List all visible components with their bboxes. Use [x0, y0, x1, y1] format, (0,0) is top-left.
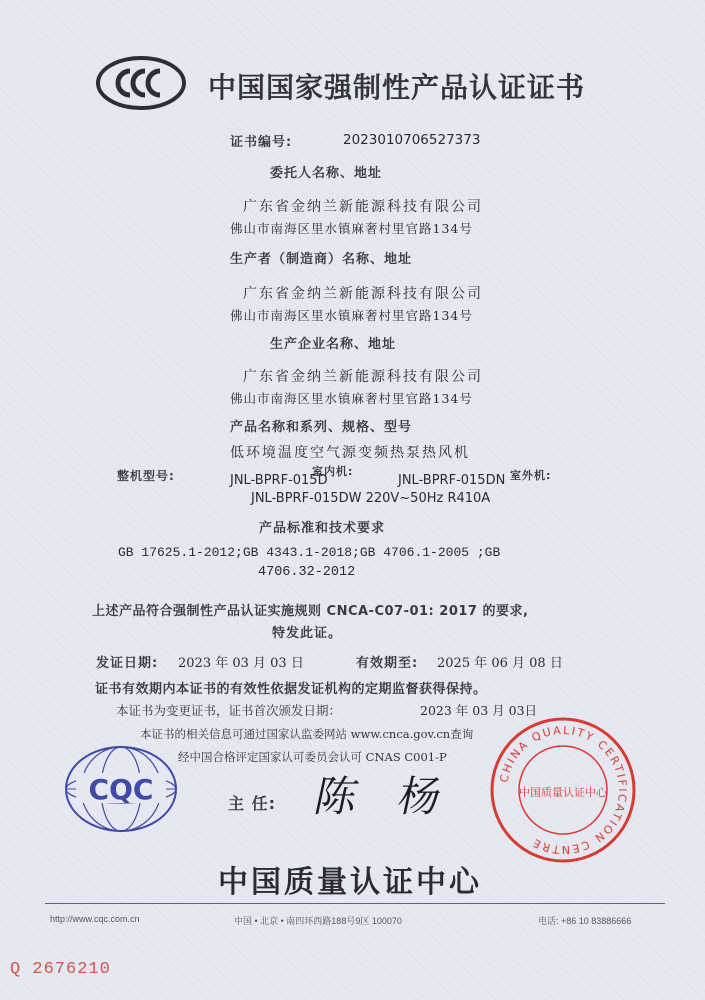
validity-note: 证书有效期内本证书的有效性依据发证机构的定期监督获得保持。: [95, 682, 487, 697]
model-value: JNL-BPRF-015D: [230, 473, 328, 488]
cnas-info: 经中国合格评定国家认可委员会认可 CNAS C001-P: [178, 750, 447, 764]
change-certificate-text: 本证书为变更证书，证书首次颁发日期：: [116, 703, 342, 718]
seal-center-text: 中国质量认证中心: [519, 786, 607, 799]
director-signature: 陈 杨: [310, 772, 461, 821]
indoor-label: 室内机:: [312, 465, 354, 478]
standards-label: 产品标准和技术要求: [259, 521, 386, 536]
client-name: 广东省金纳兰新能源科技有限公司: [243, 199, 483, 215]
issue-date-label: 发证日期:: [96, 656, 159, 671]
outdoor-label: 室外机:: [510, 469, 552, 482]
first-issue-date: 2023 年 03 月 03日: [420, 703, 538, 718]
client-label: 委托人名称、地址: [270, 166, 383, 181]
certificate-number-label: 证书编号:: [230, 135, 293, 150]
manufacturer-address: 佛山市南海区里水镇麻奢村里官路134号: [230, 308, 473, 323]
indoor-value: JNL-BPRF-015DN: [398, 473, 506, 488]
cqc-logo-text: CQC: [88, 773, 154, 806]
standards-line-1: GB 17625.1-2012;GB 4343.1-2018;GB 4706.1-2005 ;GB: [118, 545, 501, 560]
seal-outer-text: CHINA QUALITY CERTIFICATION CENTRE: [497, 723, 630, 857]
valid-date: 2025 年 06 月 08 日: [437, 656, 563, 671]
conformity-line-2: 特发此证。: [272, 626, 343, 641]
factory-name: 广东省金纳兰新能源科技有限公司: [243, 369, 483, 385]
footer-phone: 电话: +86 10 83886666: [538, 916, 632, 926]
cnca-info: 本证书的相关信息可通过国家认监委网站 www.cnca.gov.cn查询: [140, 727, 474, 741]
footer-address: 中国 • 北京 • 南四环西路188号9区 100070: [234, 916, 402, 926]
factory-label: 生产企业名称、地址: [270, 337, 397, 352]
factory-address: 佛山市南海区里水镇麻奢村里官路134号: [230, 391, 473, 406]
valid-date-label: 有效期至:: [356, 656, 419, 671]
ccc-logo: [95, 55, 187, 111]
manufacturer-name: 广东省金纳兰新能源科技有限公司: [243, 286, 483, 302]
client-address: 佛山市南海区里水镇麻奢村里官路134号: [230, 221, 473, 236]
footer-divider: [45, 903, 665, 904]
standards-line-2: 4706.32-2012: [258, 565, 356, 580]
footer-website: http://www.cqc.com.cn: [50, 914, 140, 924]
conformity-line-1: 上述产品符合强制性产品认证实施规则 CNCA-C07-01: 2017 的要求,: [92, 604, 529, 619]
certificate-number: 2023010706527373: [343, 132, 481, 148]
manufacturer-label: 生产者（制造商）名称、地址: [230, 252, 413, 267]
serial-number: Q 2676210: [10, 960, 111, 979]
product-name: 低环境温度空气源变频热泵热风机: [230, 445, 470, 461]
cqc-logo: [62, 743, 180, 835]
outdoor-spec: JNL-BPRF-015DW 220V~50Hz R410A: [251, 491, 491, 506]
certification-seal: [489, 716, 637, 864]
certificate-title: 中国国家强制性产品认证证书: [208, 71, 586, 104]
issuer-name: 中国质量认证中心: [218, 865, 482, 900]
model-label: 整机型号:: [117, 469, 175, 483]
product-label: 产品名称和系列、规格、型号: [230, 420, 413, 435]
director-label: 主 任:: [228, 794, 276, 813]
issue-date: 2023 年 03 月 03 日: [178, 656, 304, 671]
